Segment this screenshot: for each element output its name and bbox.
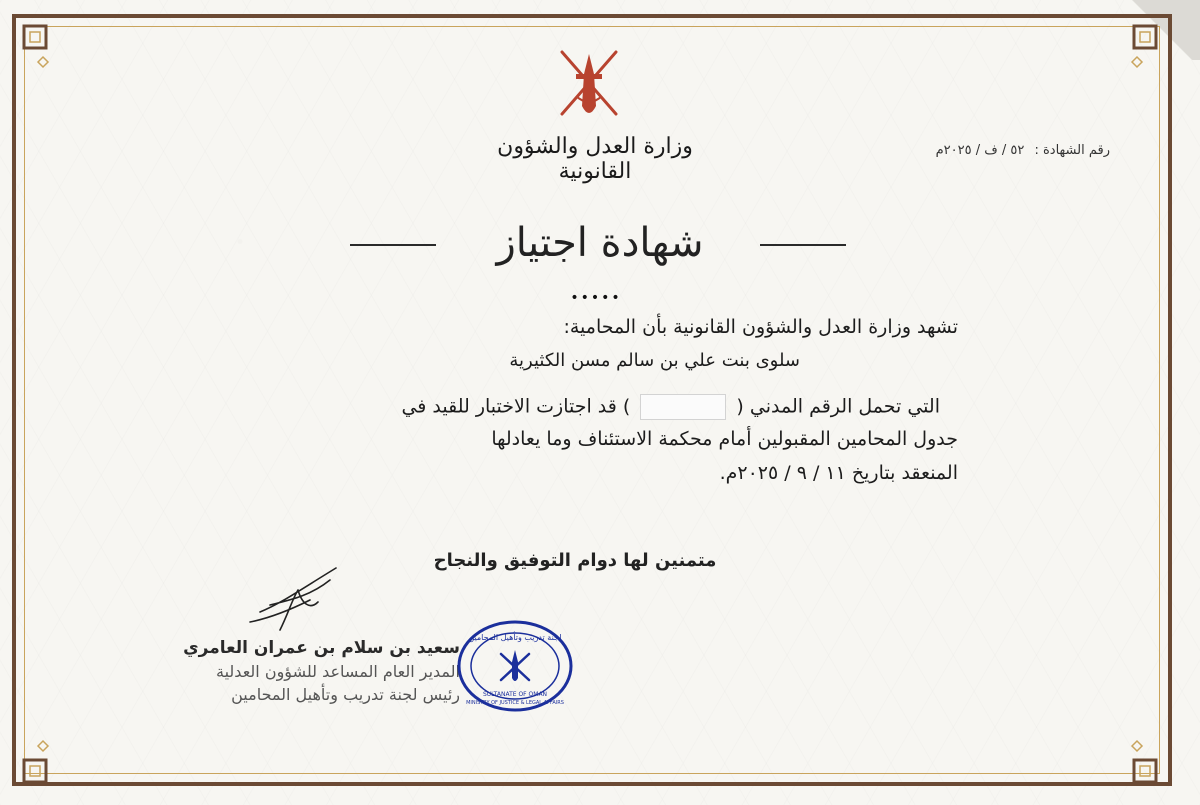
signatory-role: المدير العام المساعد للشؤون العدلية	[216, 662, 460, 681]
corner-ornament-top-left-icon	[20, 22, 68, 70]
signatory-name: سعيد بن سلام بن عمران العامري	[183, 638, 460, 658]
certificate-number-label: رقم الشهادة :	[1034, 143, 1110, 158]
civil-id-suffix: ) قد اجتازت الاختبار للقيد في	[401, 395, 631, 418]
civil-id-prefix: التي تحمل الرقم المدني (	[736, 395, 940, 418]
seal-english-text: SULTANATE OF OMAN	[482, 691, 548, 698]
exam-date: ١١ / ٩ / ٢٠٢٥م.	[719, 462, 846, 484]
seal-ministry-text: MINISTRY OF JUSTICE & LEGAL AFFAIRS	[466, 700, 564, 706]
civil-id-redacted-box	[640, 394, 726, 420]
official-seal-stamp	[455, 618, 575, 714]
corner-ornament-top-right-icon	[1112, 22, 1160, 70]
title-divider-right	[760, 244, 846, 246]
ministry-name: وزارة العدل والشؤون القانونية	[497, 134, 693, 184]
body-line-civil-id	[401, 394, 940, 420]
corner-ornament-bottom-left-icon	[20, 738, 68, 786]
body-line-court: جدول المحامين المقبولين أمام محكمة الاستئناف وما يعادلها	[491, 428, 958, 450]
certificate-number-value: ٥٢ / ف / ٢٠٢٥م	[935, 143, 1025, 158]
corner-ornament-bottom-right-icon	[1112, 738, 1160, 786]
oman-emblem-icon	[554, 44, 624, 128]
signatory-committee: رئيس لجنة تدريب وتأهيل المحامين	[231, 685, 460, 704]
body-line-intro: تشهد وزارة العدل والشؤون القانونية بأن المحامية:	[563, 316, 958, 338]
closing-wish: متمنين لها دوام التوفيق والنجاح	[433, 550, 717, 571]
certificate-title: شهادة اجتياز	[496, 220, 704, 266]
handwritten-signature	[240, 560, 350, 640]
seal-arabic-text: لجنة تدريب وتأهيل المحامين	[468, 633, 562, 642]
body-line-date	[720, 462, 958, 484]
title-divider-left	[350, 244, 436, 246]
title-dots: •••••	[570, 290, 622, 306]
date-prefix: المنعقد بتاريخ	[851, 462, 958, 484]
signatory-block	[120, 638, 460, 704]
certificate-number	[930, 143, 1110, 158]
candidate-name: سلوى بنت علي بن سالم مسن الكثيرية	[509, 350, 800, 371]
